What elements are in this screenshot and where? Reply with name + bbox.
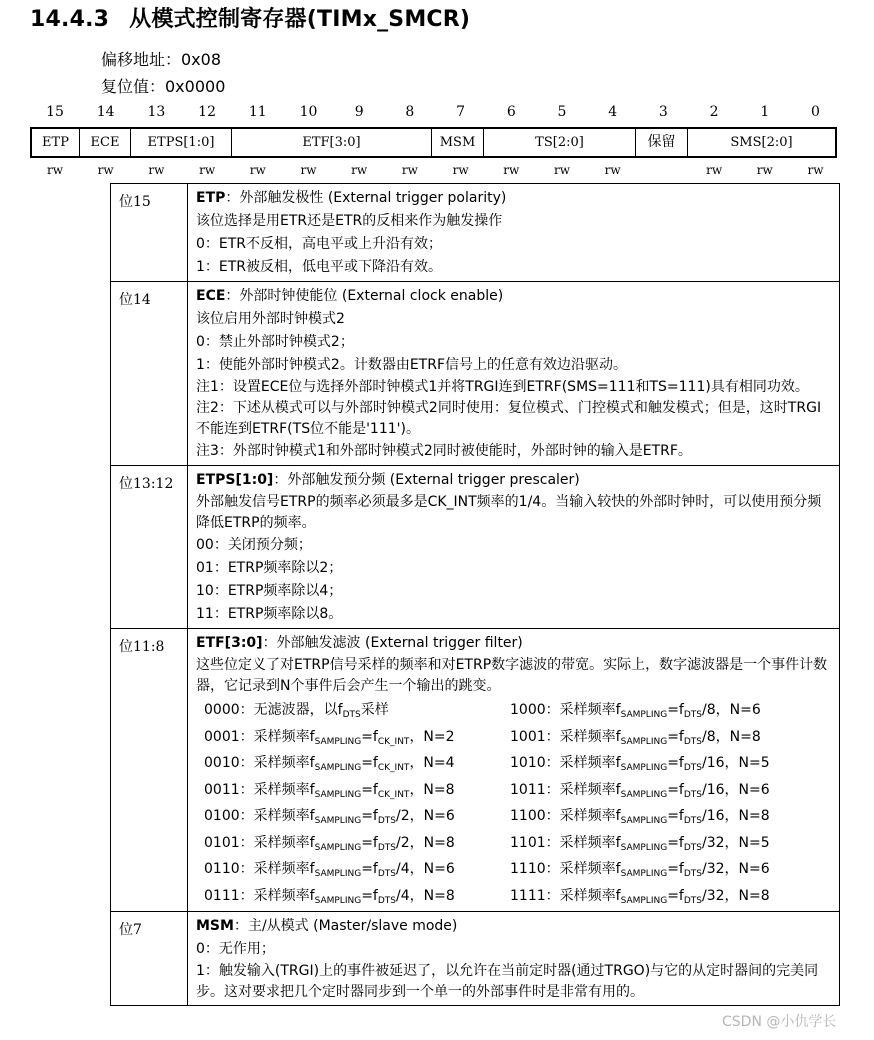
filter-option: 0110：采样频率$f_{SAMPLING}=f_{DTS}/4$，N=6 [204, 861, 455, 879]
desc-line: 外部触发信号ETRP的频率必须最多是CK_INT频率的1/4。当输入较快的外部时钟时，可以使用预分频降低ETRP的频率。 [196, 494, 822, 531]
access-type: rw [503, 163, 520, 177]
filter-option: 1010：采样频率$f_{SAMPLING}=f_{DTS}/16$，N=5 [510, 755, 770, 773]
bit-number: 9 [354, 104, 364, 120]
bit-number: 5 [557, 104, 567, 120]
desc-line: 0：禁止外部时钟模式2； [196, 334, 354, 350]
field-title: ETP：外部触发极性 (External trigger polarity) [196, 190, 507, 206]
filter-option: 0001：采样频率$f_{SAMPLING}=f_{CK\_INT}$，N=2 [204, 728, 455, 747]
section-title [30, 2, 470, 33]
register-title: 从模式控制寄存器(TIMx_SMCR) [129, 7, 471, 32]
desc-line: 1：ETR被反相，低电平或下降沿有效。 [196, 259, 443, 275]
bit-number: 8 [405, 104, 415, 120]
bit-description [188, 184, 840, 282]
access-type: rw [46, 163, 63, 177]
row-etf [111, 629, 840, 912]
filter-option: 0010：采样频率$f_{SAMPLING}=f_{CK\_INT}$，N=4 [204, 755, 455, 773]
bit-label: 位15 [111, 184, 188, 282]
bit-number: 10 [299, 104, 318, 120]
field-ts: TS[2:0] [484, 129, 636, 156]
field-etf: ETF[3:0] [232, 129, 432, 156]
note-line: 注1：设置ECE位与选择外部时钟模式1并将TRGI连到ETRF(SMS=111和TS=111)具有相同功效。 [196, 379, 809, 395]
access-type: rw [300, 163, 317, 177]
filter-option: 0000：无滤波器，以$f_{DTS}$采样 [204, 702, 389, 720]
bit-label: 位7 [111, 912, 188, 1006]
filter-options-grid [196, 697, 833, 909]
desc-line: 该位选择是用ETR还是ETR的反相来作为触发操作 [196, 213, 503, 229]
bit-label: 位14 [111, 282, 188, 466]
bit-number: 3 [658, 104, 668, 120]
bit-number: 14 [96, 104, 115, 120]
bit-description [188, 466, 840, 629]
desc-line: 11：ETRP频率除以8。 [196, 606, 343, 622]
field-title: MSM：主/从模式 (Master/slave mode) [196, 918, 458, 934]
desc-line: 00：关闭预分频； [196, 537, 312, 553]
bit-number: 13 [147, 104, 166, 120]
filter-option: 1000：采样频率$f_{SAMPLING}=f_{DTS}/8$，N=6 [510, 702, 761, 720]
note-line: 注3：外部时钟模式1和外部时钟模式2同时被使能时，外部时钟的输入是ETRF。 [196, 443, 692, 459]
desc-line: 01：ETRP频率除以2； [196, 560, 343, 576]
field-reserved: 保留 [636, 129, 688, 156]
access-type: rw [553, 163, 570, 177]
desc-line: 该位启用外部时钟模式2 [196, 311, 345, 327]
access-type: rw [148, 163, 165, 177]
bit-number: 12 [198, 104, 216, 120]
access-type: rw [97, 163, 114, 177]
bit-number: 11 [248, 104, 267, 120]
filter-option: 1011：采样频率$f_{SAMPLING}=f_{DTS}/16$，N=6 [510, 781, 770, 800]
bit-label: 位13:12 [111, 466, 188, 629]
bit-description [188, 912, 840, 1006]
field-title: ECE：外部时钟使能位 (External clock enable) [196, 288, 504, 304]
access-type: rw [249, 163, 266, 177]
filter-option: 1001：采样频率$f_{SAMPLING}=f_{DTS}/8$，N=8 [510, 728, 761, 747]
field-sms: SMS[2:0] [730, 135, 793, 150]
bit-number: 1 [760, 104, 770, 120]
note-line: 注2：下述从模式可以与外部时钟模式2同时使用：复位模式、门控模式和触发模式；但是，这时TRGI不能连到ETRF(TS位不能是'111')。 [196, 400, 822, 437]
desc-line: 这些位定义了对ETRP信号采样的频率和对ETRP数字滤波的带宽。实际上，数字滤波器是一个事件计数器，它记录到N个事件后会产生一个输出的跳变。 [196, 657, 828, 694]
desc-line: 1：使能外部时钟模式2。计数器由ETRF信号上的任意有效边沿驱动。 [196, 357, 627, 373]
filter-option: 0101：采样频率$f_{SAMPLING}=f_{DTS}/2$，N=8 [204, 834, 455, 853]
access-type: rw [199, 163, 216, 177]
access-type: rw [756, 163, 773, 177]
access-row [30, 163, 840, 179]
row-ece [111, 282, 840, 466]
row-etp [111, 184, 840, 282]
field-title: ETF[3:0]：外部触发滤波 (External trigger filter) [196, 635, 523, 651]
bit-number: 4 [608, 104, 618, 120]
filter-option: 1100：采样频率$f_{SAMPLING}=f_{DTS}/16$，N=8 [510, 808, 770, 826]
access-type: rw [452, 163, 469, 177]
filter-option: 0100：采样频率$f_{SAMPLING}=f_{DTS}/2$，N=6 [204, 808, 455, 826]
bit-description-table [110, 183, 840, 1006]
bit-number: 15 [46, 104, 64, 120]
register-bit-map [30, 127, 837, 158]
bit-number: 2 [709, 104, 719, 120]
bit-label: 位11:8 [111, 629, 188, 912]
filter-option: 0111：采样频率$f_{SAMPLING}=f_{DTS}/4$，N=8 [204, 887, 455, 906]
filter-option: 1111：采样频率$f_{SAMPLING}=f_{DTS}/32$，N=8 [510, 887, 770, 906]
filter-option: 1101：采样频率$f_{SAMPLING}=f_{DTS}/32$，N=5 [510, 834, 770, 853]
filter-option: 1110：采样频率$f_{SAMPLING}=f_{DTS}/32$，N=6 [510, 861, 770, 879]
bit-number-row [30, 104, 840, 120]
reset-value: 复位值：0x0000 [101, 77, 226, 96]
desc-line: 1：触发输入(TRGI)上的事件被延迟了，以允许在当前定时器(通过TRGO)与它的从定时器间的完美同步。这对要求把几个定时器同步到一个单一的外部事件时是非常有用的。 [196, 963, 819, 1000]
desc-line: 0：无作用； [196, 941, 275, 957]
access-type: rw [351, 163, 368, 177]
row-etps [111, 466, 840, 629]
field-etps: ETPS[1:0] [131, 129, 232, 156]
bit-description [188, 282, 840, 466]
section-number: 14.4.3 [30, 7, 110, 32]
bit-description [188, 629, 840, 912]
watermark: CSDN @小仇学长 [722, 1011, 836, 1031]
access-type: rw [706, 163, 723, 177]
field-title: ETPS[1:0]：外部触发预分频 (External trigger prescaler) [196, 472, 580, 488]
access-type: rw [604, 163, 621, 177]
desc-line: 10：ETRP频率除以4； [196, 583, 343, 599]
bit-number: 6 [506, 104, 516, 120]
field-msm: MSM [432, 129, 484, 156]
bit-number: 0 [811, 104, 820, 120]
access-type: rw [807, 163, 824, 177]
filter-option: 0011：采样频率$f_{SAMPLING}=f_{CK\_INT}$，N=8 [204, 781, 455, 800]
field-etp: ETP [32, 129, 80, 156]
offset-address: 偏移地址：0x08 [101, 50, 222, 69]
desc-line: 0：ETR不反相，高电平或上升沿有效； [196, 236, 443, 252]
row-msm [111, 912, 840, 1006]
field-ece: ECE [80, 129, 131, 156]
access-type: rw [401, 163, 418, 177]
bit-number: 7 [456, 104, 466, 120]
